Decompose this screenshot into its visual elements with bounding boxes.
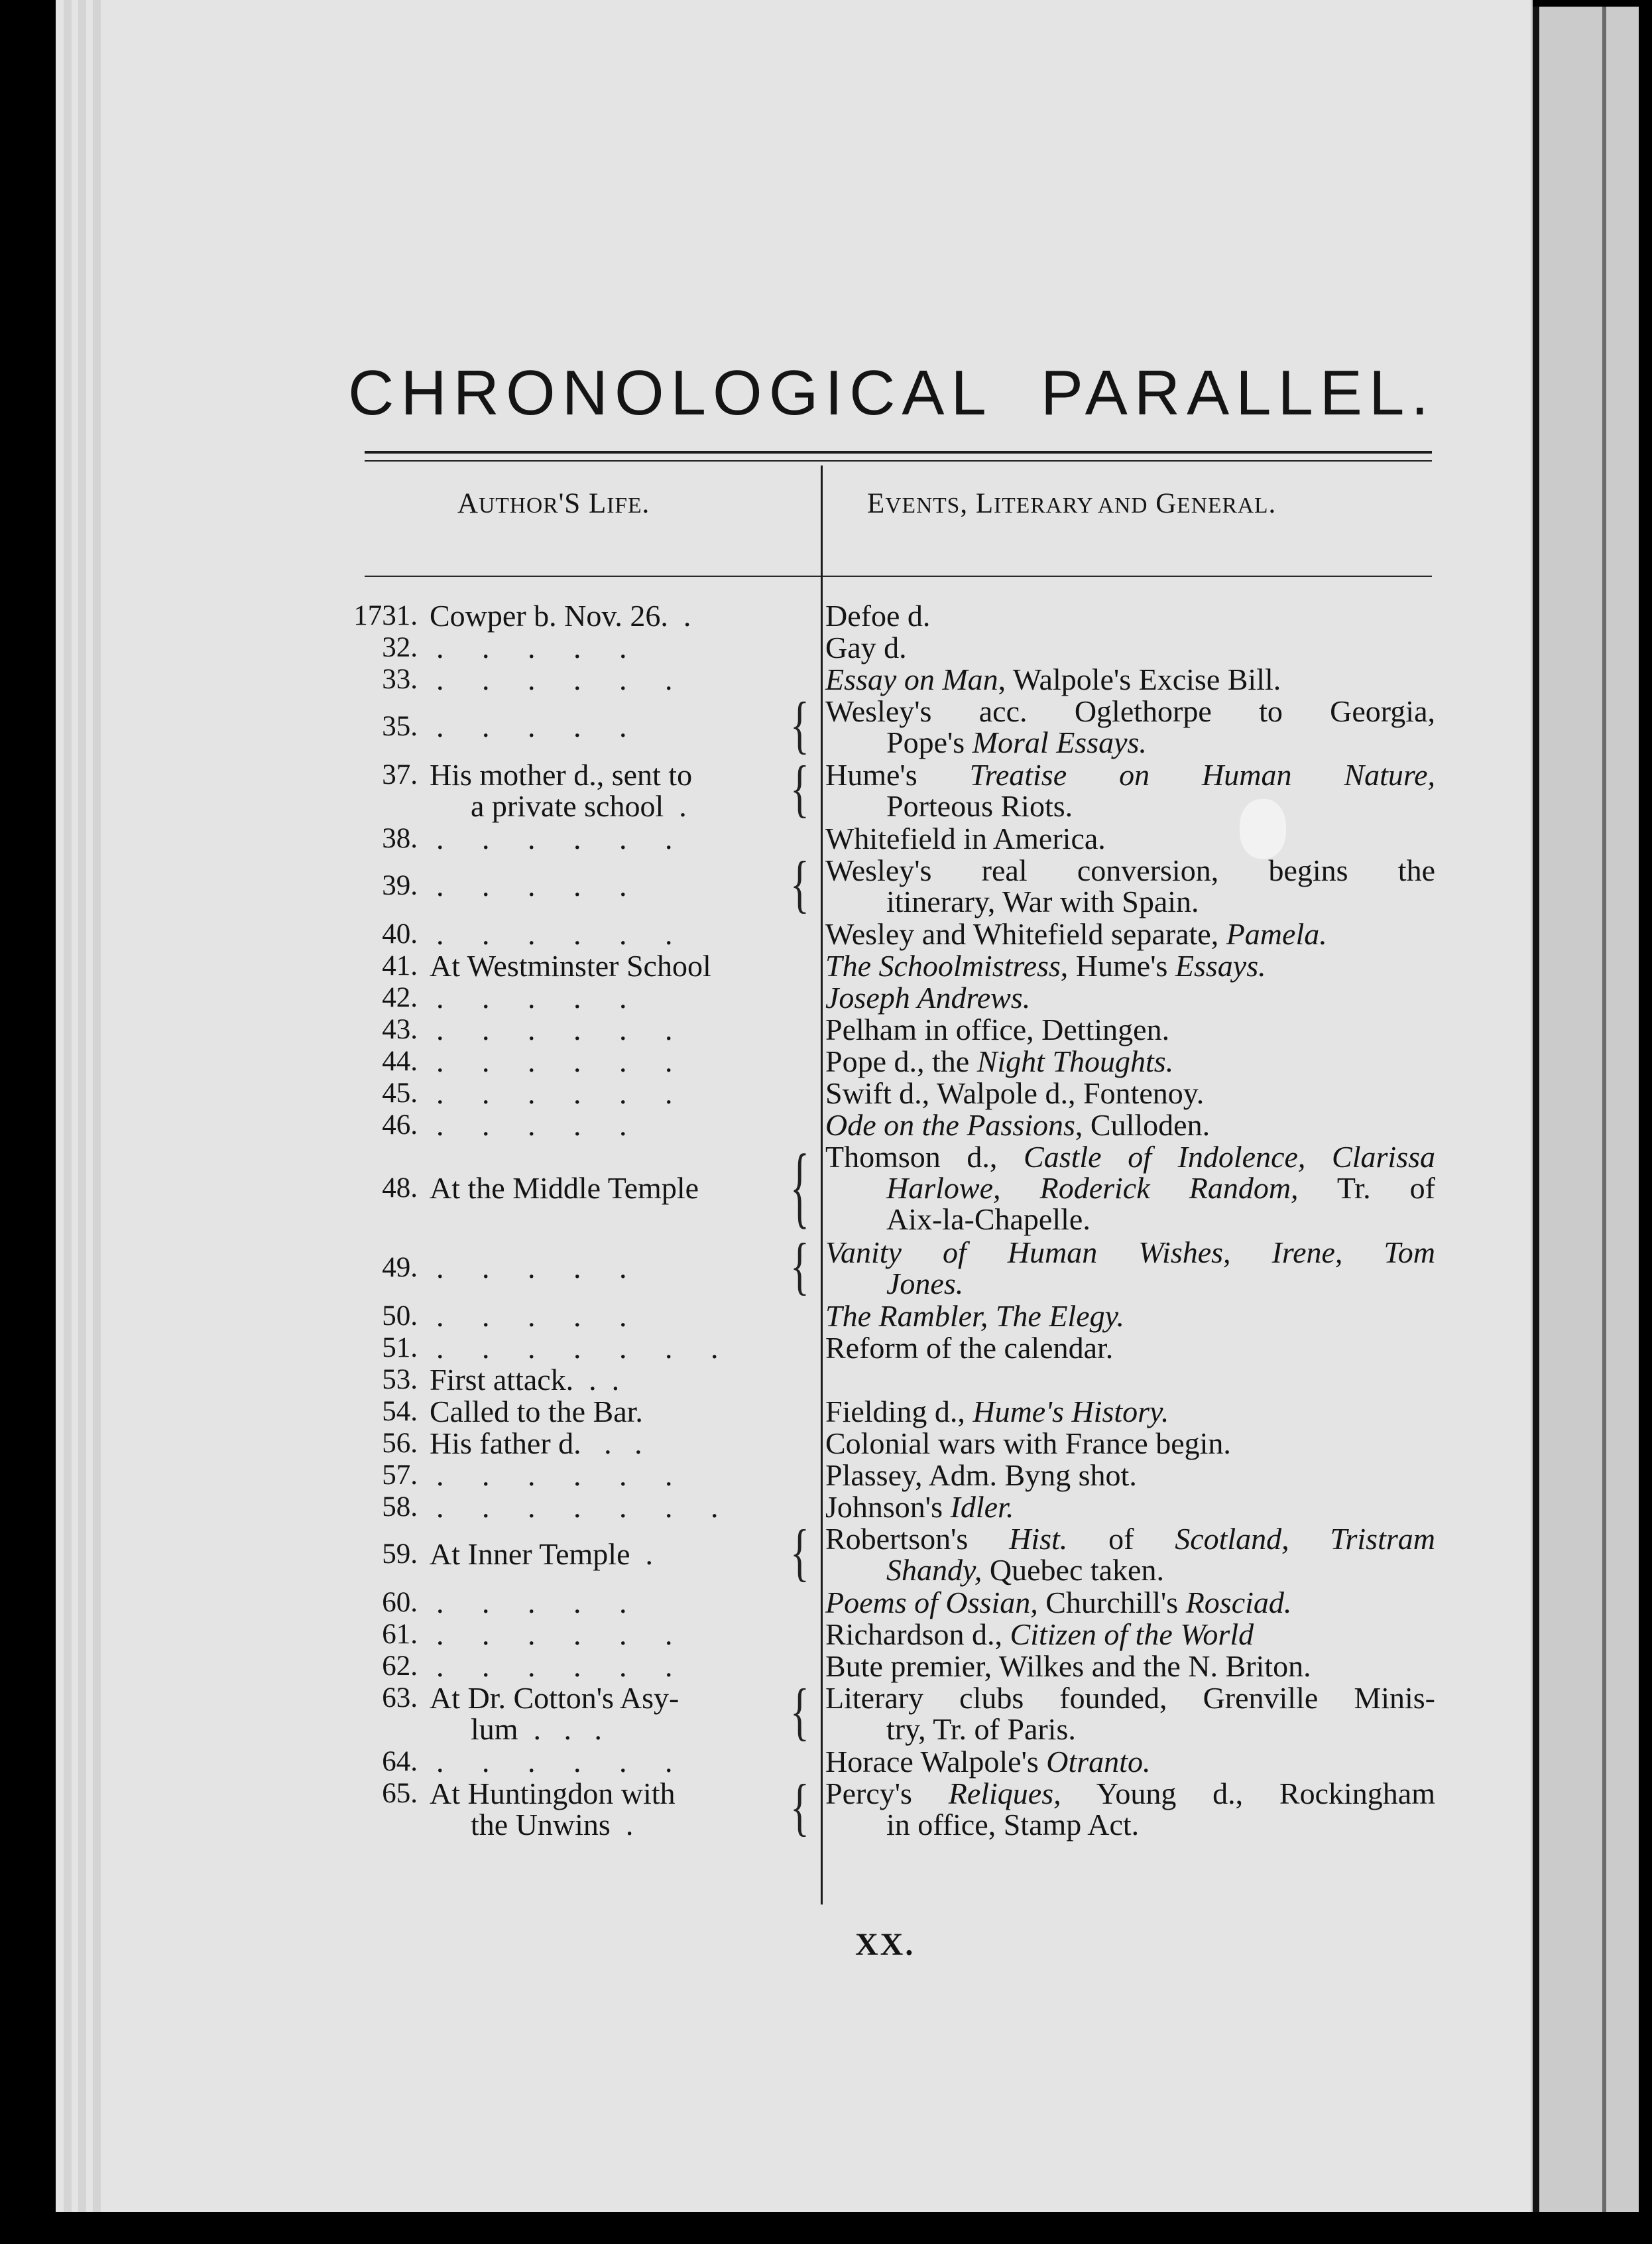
event-text-segment: The Schoolmistress <box>825 949 1061 983</box>
events-line <box>825 664 1435 695</box>
author-life-cell <box>430 632 793 663</box>
year-cell: 45. <box>382 1078 418 1109</box>
events-line-continued <box>825 1268 1435 1299</box>
events-cell <box>825 1396 1435 1427</box>
events-line-continued <box>825 1204 1435 1235</box>
year-cell: 41. <box>382 950 418 981</box>
event-text-segment: , Hume's <box>1060 949 1175 983</box>
event-text-segment: The Rambler, The Elegy. <box>825 1299 1124 1333</box>
author-life-cell <box>430 1332 793 1363</box>
events-line <box>825 823 1435 854</box>
header-cap: . <box>642 488 650 519</box>
adjacent-page-edge <box>1533 7 1639 2212</box>
events-line <box>825 1682 1435 1714</box>
event-text-segment: Poems of Ossian, <box>825 1586 1038 1619</box>
events-cell <box>825 696 1435 758</box>
event-text-segment: Robertson's <box>825 1522 1010 1556</box>
event-text-segment: Rosciad. <box>1185 1586 1292 1619</box>
author-life-cell <box>430 1014 793 1045</box>
events-line <box>825 1141 1435 1172</box>
header-small-caps: ITERARY AND <box>994 493 1148 518</box>
author-life-cell <box>430 823 793 854</box>
event-text-segment: Citizen of the World <box>1010 1617 1254 1651</box>
event-text-segment: of <box>1067 1522 1175 1556</box>
event-text-segment: Wesley and Whitefield separate, <box>825 917 1226 951</box>
event-text-segment: Pope's <box>886 725 973 759</box>
events-cell <box>825 1078 1435 1109</box>
brace-mark: { <box>790 1772 809 1842</box>
author-life-cell <box>430 1046 793 1077</box>
brace-mark: { <box>790 1676 809 1747</box>
events-line <box>825 1778 1435 1809</box>
events-cell <box>825 950 1435 981</box>
author-life-text: . . . . . . <box>436 1649 673 1683</box>
year-cell: 44. <box>382 1046 418 1077</box>
events-line <box>825 1746 1435 1777</box>
header-small-caps: UTHOR <box>479 493 559 518</box>
author-life-cell <box>430 1682 793 1745</box>
events-cell <box>825 1491 1435 1523</box>
author-life-text: . . . . . <box>436 1586 627 1619</box>
event-text-segment: Pelham in office, Dettingen. <box>825 1013 1170 1046</box>
year-cell: 39. <box>382 870 418 901</box>
event-text-segment: Pamela. <box>1226 917 1327 951</box>
author-life-cell <box>430 1300 793 1332</box>
events-cell <box>825 1651 1435 1682</box>
year-cell: 58. <box>382 1491 418 1523</box>
events-line-continued <box>825 1714 1435 1745</box>
events-cell <box>825 1746 1435 1777</box>
events-line <box>825 982 1435 1013</box>
author-life-text: . . . . . <box>436 1251 627 1284</box>
author-life-text: . . . . . . <box>436 1617 673 1651</box>
author-life-text: . . . . . . <box>436 1076 673 1110</box>
events-line <box>825 1109 1435 1141</box>
events-cell <box>825 759 1435 822</box>
year-cell: 60. <box>382 1587 418 1618</box>
event-text-segment: Defoe d. <box>825 599 931 633</box>
brace-mark: { <box>790 849 809 919</box>
events-line <box>825 1300 1435 1332</box>
events-cell <box>825 1109 1435 1141</box>
header-rule <box>365 576 1432 577</box>
header-small-caps: VENTS <box>885 493 961 518</box>
event-text-segment: Porteous Riots. <box>886 789 1073 823</box>
author-life-cell <box>430 1460 793 1491</box>
author-life-text: . . . . . <box>436 1299 627 1333</box>
page-edge-strip <box>93 0 101 2212</box>
year-cell: 1731. <box>353 600 418 631</box>
year-cell: 65. <box>382 1778 418 1809</box>
column-divider <box>821 466 823 1904</box>
event-text-segment: Hist. <box>1009 1522 1068 1556</box>
author-life-cell <box>430 870 793 901</box>
event-text-segment: Night Thoughts. <box>976 1044 1174 1078</box>
events-line <box>825 918 1435 950</box>
title-rule-thin <box>365 460 1432 462</box>
header-small-caps: IFE <box>607 493 642 518</box>
author-life-cell <box>430 1619 793 1650</box>
events-cell <box>825 1332 1435 1363</box>
author-life-text: . . . . . . <box>436 662 673 696</box>
events-cell <box>825 1523 1435 1586</box>
author-life-text: . . . . . . <box>436 917 673 951</box>
author-life-cell <box>430 1491 793 1523</box>
author-life-text: At Westminster School <box>430 949 711 983</box>
author-life-cell <box>430 1078 793 1109</box>
author-life-text: Called to the Bar. <box>430 1395 643 1428</box>
events-line <box>825 950 1435 981</box>
header-cap: . <box>1268 488 1277 519</box>
year-cell: 32. <box>382 632 418 663</box>
event-text-segment: Percy's <box>825 1776 949 1810</box>
event-text-segment: Scotland, Tristram <box>1175 1522 1435 1556</box>
year-cell: 59. <box>382 1538 418 1570</box>
year-cell: 62. <box>382 1651 418 1682</box>
brace-mark: { <box>790 690 809 760</box>
author-life-text: . . . . . . . <box>436 1490 719 1524</box>
column-header-events <box>867 487 1276 520</box>
author-life-cell <box>430 1396 793 1427</box>
author-life-cell <box>430 918 793 950</box>
event-text-segment: Joseph Andrews. <box>825 981 1031 1015</box>
page-title <box>348 357 1435 430</box>
event-text-segment: , Culloden. <box>1075 1108 1210 1142</box>
events-cell <box>825 1428 1435 1459</box>
author-life-text: . . . . . <box>436 1108 627 1142</box>
year-cell: 33. <box>382 664 418 695</box>
event-text-segment: Wesley's acc. Oglethorpe to Georgia, <box>825 694 1435 728</box>
year-cell: 63. <box>382 1682 418 1714</box>
header-cap: G <box>1148 488 1177 519</box>
events-cell <box>825 1682 1435 1745</box>
event-text-segment: Literary clubs founded, Grenville Minis- <box>825 1681 1435 1715</box>
page-edge-strip <box>64 0 72 2212</box>
events-cell <box>825 600 1435 631</box>
events-cell <box>825 632 1435 663</box>
year-cell: 38. <box>382 823 418 854</box>
event-text-segment: in office, Stamp Act. <box>886 1808 1140 1841</box>
events-line <box>825 1396 1435 1427</box>
event-text-segment: Whitefield in America. <box>825 822 1106 855</box>
events-cell <box>825 1046 1435 1077</box>
event-text-segment: itinerary, War with Spain. <box>886 885 1199 918</box>
event-text-segment: Pope d., the <box>825 1044 977 1078</box>
author-life-text-continued: lum . . . <box>471 1712 603 1746</box>
event-text-segment: Gay d. <box>825 631 907 664</box>
author-life-text: . . . . . . <box>436 1013 673 1046</box>
event-text-segment: Hume's History. <box>973 1395 1169 1428</box>
author-life-cell <box>430 950 793 981</box>
brace-mark: { <box>790 1231 809 1301</box>
event-text-segment: Treatise on Human Nature, <box>969 758 1435 792</box>
event-text-segment: Essays. <box>1175 949 1266 983</box>
title-word-2: PARALLEL. <box>1040 357 1435 428</box>
year-cell: 43. <box>382 1014 418 1045</box>
events-line-continued <box>825 727 1435 758</box>
event-text-segment: Richardson d., <box>825 1617 1010 1651</box>
author-life-cell <box>430 1538 793 1570</box>
events-line-continued <box>825 1554 1435 1586</box>
brace-mark: { <box>790 753 809 824</box>
author-life-cell <box>430 1252 793 1283</box>
event-text-segment: Thomson d., <box>825 1140 1024 1174</box>
event-text-segment: Shandy, <box>886 1553 982 1587</box>
year-cell: 56. <box>382 1428 418 1459</box>
author-life-cell <box>430 982 793 1013</box>
events-cell <box>825 918 1435 950</box>
author-life-text: . . . . . <box>436 631 627 664</box>
author-life-text: . . . . . . <box>436 1044 673 1078</box>
author-life-text: . . . . . <box>436 981 627 1015</box>
event-text-segment: Young d., Rockingham <box>1061 1776 1435 1810</box>
events-cell <box>825 1300 1435 1332</box>
event-text-segment: Otranto. <box>1046 1745 1151 1778</box>
events-line <box>825 1237 1435 1268</box>
author-life-cell <box>430 1778 793 1840</box>
events-cell <box>825 1237 1435 1299</box>
author-life-cell <box>430 759 793 822</box>
events-line-continued <box>825 886 1435 917</box>
event-text-segment: , Walpole's Excise Bill. <box>998 662 1281 696</box>
event-text-segment: Jones. <box>886 1267 964 1300</box>
event-text-segment: Bute premier, Wilkes and the N. Briton. <box>825 1649 1311 1683</box>
events-cell <box>825 1014 1435 1045</box>
events-line <box>825 759 1435 790</box>
title-word-1: CHRONOLOGICAL <box>348 357 993 428</box>
event-text-segment: Aix-la-Chapelle. <box>886 1202 1091 1236</box>
author-life-text: . . . . . <box>436 710 627 743</box>
author-life-cell <box>430 711 793 742</box>
author-life-text: At Dr. Cotton's Asy- <box>430 1681 679 1715</box>
event-text-segment: Tr. of <box>1298 1171 1435 1205</box>
author-life-cell <box>430 1364 793 1395</box>
author-life-text: At the Middle Temple <box>430 1171 699 1205</box>
events-cell <box>825 982 1435 1013</box>
author-life-text: His father d. . . <box>430 1426 642 1460</box>
event-text-segment: Essay on Man <box>825 662 998 696</box>
event-text-segment: Reliques, <box>948 1776 1061 1810</box>
year-cell: 37. <box>382 759 418 790</box>
events-line <box>825 1332 1435 1363</box>
events-line <box>825 1491 1435 1523</box>
events-line <box>825 600 1435 631</box>
year-cell: 48. <box>382 1172 418 1204</box>
author-life-text: Cowper b. Nov. 26. . <box>430 599 691 633</box>
events-line-continued <box>825 1809 1435 1840</box>
events-line <box>825 1078 1435 1109</box>
page-edge-strip <box>78 0 86 2212</box>
author-life-text: . . . . . . <box>436 1745 673 1778</box>
year-cell: 61. <box>382 1619 418 1650</box>
author-life-cell <box>430 1109 793 1141</box>
events-line <box>825 1587 1435 1618</box>
event-text-segment: Moral Essays. <box>972 725 1147 759</box>
event-text-segment: Fielding d., <box>825 1395 973 1428</box>
events-line <box>825 632 1435 663</box>
author-life-cell <box>430 1172 793 1204</box>
event-text-segment: Colonial wars with France begin. <box>825 1426 1231 1460</box>
events-line <box>825 1619 1435 1650</box>
events-cell <box>825 1460 1435 1491</box>
event-text-segment: Quebec taken. <box>982 1553 1164 1587</box>
brace-mark: { <box>790 1517 809 1588</box>
events-cell <box>825 1141 1435 1235</box>
year-cell: 57. <box>382 1460 418 1491</box>
events-line <box>825 1651 1435 1682</box>
events-cell <box>825 1587 1435 1618</box>
page-number: XX. <box>855 1927 915 1962</box>
event-text-segment: Ode on the Passions <box>825 1108 1075 1142</box>
year-cell: 53. <box>382 1364 418 1395</box>
events-line <box>825 1428 1435 1459</box>
author-life-cell <box>430 1651 793 1682</box>
title-rule-thick <box>365 451 1432 454</box>
author-life-text-continued: the Unwins . <box>471 1808 634 1841</box>
author-life-cell <box>430 600 793 631</box>
events-cell <box>825 1619 1435 1650</box>
author-life-text: First attack. . . <box>430 1363 620 1397</box>
events-line <box>825 1014 1435 1045</box>
event-text-segment: Castle of Indolence, Clarissa <box>1024 1140 1435 1174</box>
author-life-text-continued: a private school . <box>471 789 687 823</box>
header-small-caps: ENERAL <box>1177 493 1269 518</box>
year-cell: 42. <box>382 982 418 1013</box>
events-cell <box>825 823 1435 854</box>
events-cell <box>825 855 1435 917</box>
year-cell: 35. <box>382 711 418 742</box>
event-text-segment: Hume's <box>825 758 970 792</box>
event-text-segment: Wesley's real conversion, begins the <box>825 853 1435 887</box>
header-cap: A <box>457 488 479 519</box>
brace-mark: { <box>790 1136 809 1237</box>
author-life-text: His mother d., sent to <box>430 758 693 792</box>
events-line <box>825 1523 1435 1554</box>
author-life-cell <box>430 1428 793 1459</box>
event-text-segment: Idler. <box>950 1490 1014 1524</box>
events-line <box>825 1046 1435 1077</box>
year-cell: 40. <box>382 918 418 950</box>
year-cell: 51. <box>382 1332 418 1363</box>
event-text-segment: Johnson's <box>825 1490 951 1524</box>
event-text-segment: Churchill's <box>1037 1586 1186 1619</box>
events-cell <box>825 1778 1435 1840</box>
author-life-text: At Huntingdon with <box>430 1776 676 1810</box>
event-text-segment: Reform of the calendar. <box>825 1331 1114 1365</box>
author-life-text: At Inner Temple . <box>430 1537 654 1571</box>
column-header-authors-life <box>457 487 650 520</box>
author-life-cell <box>430 1746 793 1777</box>
events-line <box>825 855 1435 886</box>
year-cell: 46. <box>382 1109 418 1141</box>
event-text-segment: Plassey, Adm. Byng shot. <box>825 1458 1137 1492</box>
year-cell: 64. <box>382 1746 418 1777</box>
events-line-continued <box>825 790 1435 822</box>
events-line <box>825 696 1435 727</box>
author-life-cell <box>430 1587 793 1618</box>
event-text-segment: Swift d., Walpole d., Fontenoy. <box>825 1076 1205 1110</box>
events-cell <box>825 664 1435 695</box>
event-text-segment: Vanity of Human Wishes, Irene, Tom <box>825 1235 1435 1269</box>
author-life-text: . . . . . <box>436 869 627 903</box>
author-life-text: . . . . . . <box>436 1458 673 1492</box>
author-life-cell <box>430 664 793 695</box>
events-line-continued <box>825 1172 1435 1204</box>
header-cap: , L <box>960 488 994 519</box>
event-text-segment: Harlowe, Roderick Random, <box>886 1171 1299 1205</box>
author-life-text: . . . . . . <box>436 822 673 855</box>
author-life-text: . . . . . . . <box>436 1331 719 1365</box>
event-text-segment: Horace Walpole's <box>825 1745 1047 1778</box>
year-cell: 50. <box>382 1300 418 1332</box>
event-text-segment: try, Tr. of Paris. <box>886 1712 1076 1746</box>
year-cell: 54. <box>382 1396 418 1427</box>
events-line <box>825 1460 1435 1491</box>
year-cell: 49. <box>382 1252 418 1283</box>
header-cap: E <box>867 488 886 519</box>
header-cap: 'S L <box>558 488 607 519</box>
